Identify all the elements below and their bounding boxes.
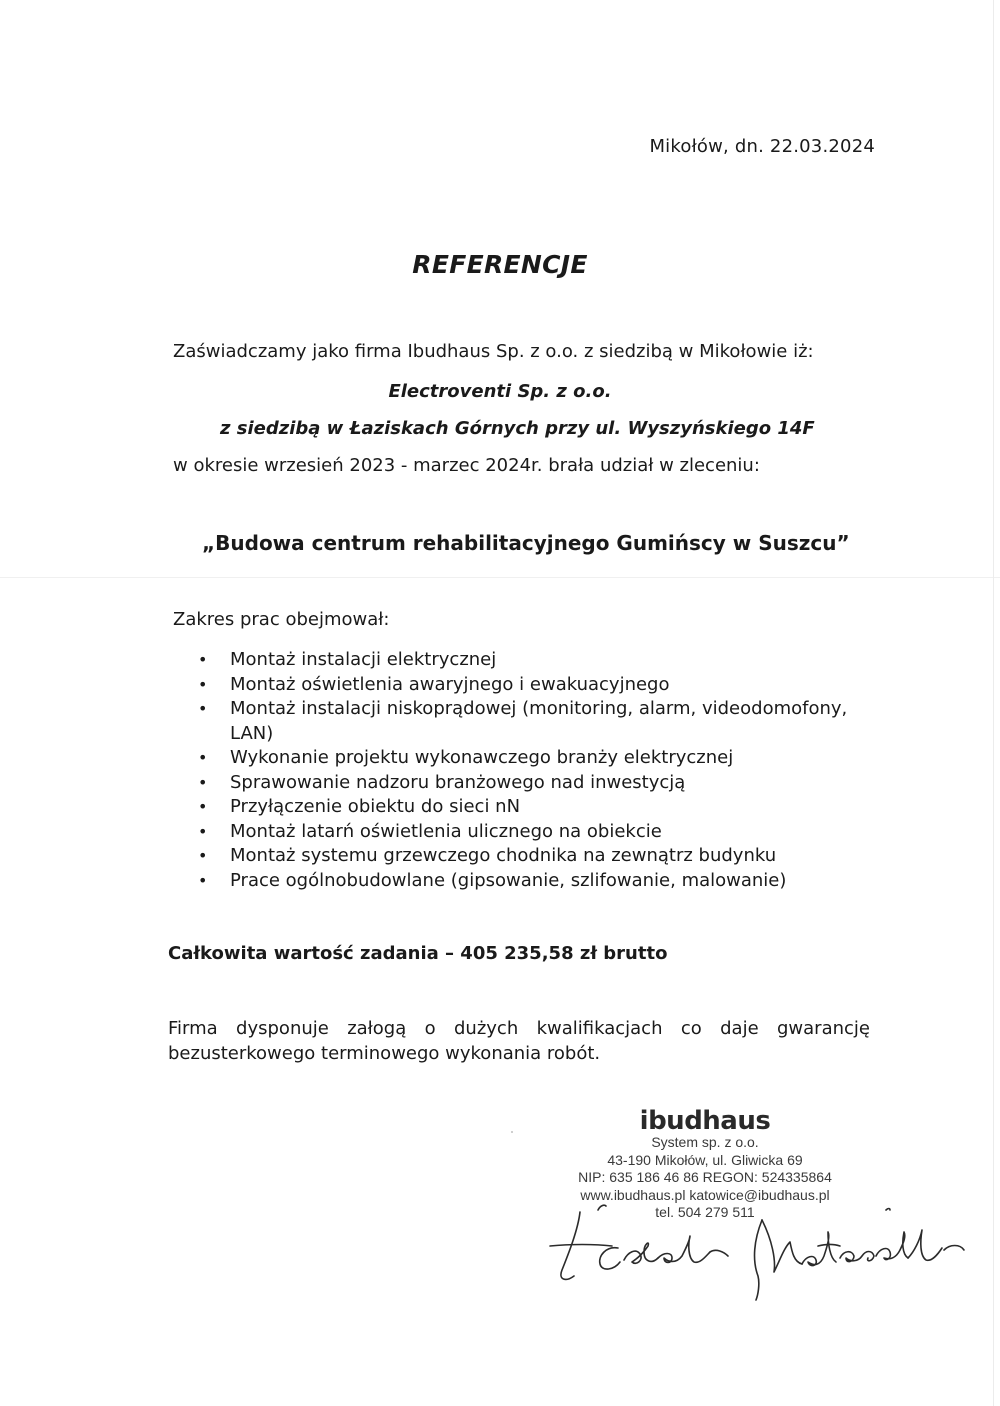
scope-heading: Zakres prac obejmował:	[173, 609, 390, 630]
list-item	[196, 697, 896, 746]
work-period: w okresie wrzesień 2023 - marzec 2024r. brała udział w zleceniu:	[173, 455, 760, 476]
closing-statement: Firma dysponuje załogą o dużych kwalifikacjach co daje gwarancję bezusterkowego terminowego wykonania robót.	[168, 1018, 870, 1064]
bullet-icon: •	[198, 846, 208, 865]
document-title: REFERENCJE	[412, 250, 588, 279]
stamp-logo: ibudhaus	[639, 1106, 771, 1136]
stamp-contact: www.ibudhaus.pl katowice@ibudhaus.pl	[580, 1186, 830, 1203]
signature-stroke	[908, 1230, 942, 1260]
signature-stroke	[550, 1245, 612, 1247]
signature-stroke	[624, 1243, 658, 1263]
list-item-text: Montaż oświetlenia awaryjnego i ewakuacyjnego	[230, 673, 670, 695]
list-item-text: Przyłączenie obiektu do sieci nN	[230, 796, 521, 817]
signature-stroke	[658, 1236, 710, 1263]
signature-stroke	[802, 1232, 836, 1266]
bullet-icon: •	[198, 870, 208, 890]
signature-stroke	[876, 1232, 908, 1260]
list-item	[196, 820, 896, 845]
bullet-icon: •	[198, 797, 208, 816]
signature-stroke	[840, 1252, 874, 1262]
list-item	[196, 869, 896, 894]
contractor-address: z siedzibą w Łaziskach Górnych przy ul. Wyszyńskiego 14F	[220, 418, 815, 439]
list-item-text: Montaż instalacji elektrycznej	[230, 649, 497, 670]
stamp-address: 43-190 Mikołów, ul. Gliwicka 69	[607, 1151, 803, 1168]
signature-stroke	[710, 1250, 728, 1256]
list-item	[196, 844, 896, 869]
bullet-icon: •	[198, 748, 208, 767]
list-item-text: Sprawowanie nadzoru branżowego nad inwestycją	[230, 771, 686, 793]
bullet-icon: •	[198, 772, 208, 792]
page-edge	[993, 0, 994, 1406]
signature-stroke	[886, 1209, 890, 1211]
stamp-company-name: System sp. z o.o.	[651, 1134, 759, 1150]
contractor-name: Electroventi Sp. z o.o.	[388, 381, 612, 402]
fold-line	[0, 577, 1000, 578]
signature-stroke	[755, 1220, 762, 1300]
bullet-icon: •	[198, 699, 208, 718]
list-item	[196, 673, 896, 698]
stamp-phone: tel. 504 279 511	[655, 1204, 755, 1220]
total-value: Całkowita wartość zadania – 405 235,58 zł brutto	[168, 943, 668, 964]
list-item	[196, 771, 896, 796]
list-item-text: Montaż systemu grzewczego chodnika na zewnątrz budynku	[230, 845, 777, 866]
list-item	[196, 648, 896, 673]
signature-stroke	[600, 1248, 620, 1269]
list-item-text: Montaż instalacji niskoprądowej (monitoring, alarm, videodomofony, LAN)	[230, 698, 848, 744]
handwritten-signature	[540, 1200, 980, 1310]
list-item-text: Prace ogólnobudowlane (gipsowanie, szlifowanie, malowanie)	[230, 869, 787, 891]
document-date: Mikołów, dn. 22.03.2024	[649, 136, 875, 157]
intro-text: Zaświadczamy jako firma Ibudhaus Sp. z o.o. z siedzibą w Mikołowie iż:	[173, 341, 814, 362]
bullet-icon: •	[198, 821, 208, 841]
list-item	[196, 795, 896, 820]
scope-list	[196, 648, 896, 893]
list-item-text: Wykonanie projektu wykonawczego branży elektrycznej	[230, 747, 734, 768]
signature-stroke	[944, 1246, 964, 1251]
bullet-icon: •	[198, 650, 208, 669]
bullet-icon: •	[198, 674, 208, 694]
signature-stroke	[598, 1205, 606, 1210]
project-name: „Budowa centrum rehabilitacyjnego Gumińscy w Suszcu”	[202, 531, 850, 555]
list-item	[196, 746, 896, 771]
stamp-ids: NIP: 635 186 46 86 REGON: 524335864	[578, 1169, 832, 1185]
signature-stroke	[762, 1220, 802, 1272]
scan-speck	[511, 1131, 513, 1133]
list-item-text: Montaż latarń oświetlenia ulicznego na obiekcie	[230, 820, 662, 842]
